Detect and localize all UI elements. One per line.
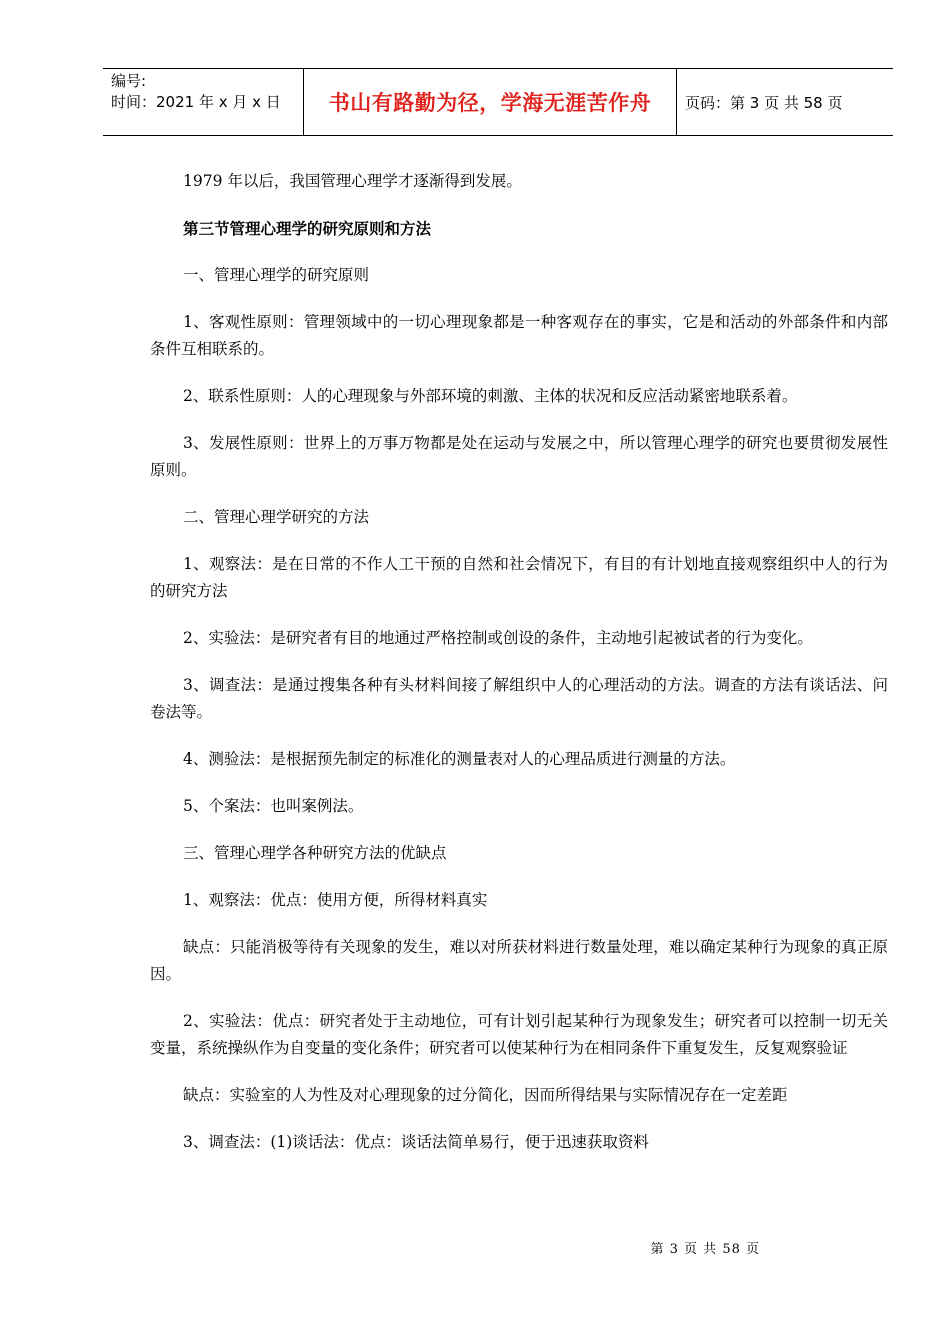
- body-paragraph: 3、调查法：(1)谈话法：优点：谈话法简单易行，便于迅速获取资料: [183, 1133, 649, 1151]
- section-heading: 第三节管理心理学的研究原则和方法: [183, 219, 432, 238]
- serial-number-label: 编号:: [111, 72, 147, 90]
- date-label: 时间：2021 年 x 月 x 日: [111, 93, 281, 111]
- body-paragraph: 1、客观性原则：管理领域中的一切心理现象都是一种客观存在的事实，它是和活动的外部条件和内部条件互相联系的。: [150, 313, 888, 358]
- body-paragraph: 3、发展性原则：世界上的万事万物都是处在运动与发展之中，所以管理心理学的研究也要贯彻发展性原则。: [150, 434, 888, 479]
- body-paragraph: 2、实验法：是研究者有目的地通过严格控制或创设的条件，主动地引起被试者的行为变化。: [183, 629, 813, 647]
- body-paragraph: 1、观察法：是在日常的不作人工干预的自然和社会情况下，有目的有计划地直接观察组织中人的行为的研究方法: [150, 555, 888, 600]
- header-motto: 书山有路勤为径，学海无涯苦作舟: [304, 69, 677, 135]
- subsection-heading: 一、管理心理学的研究原则: [183, 266, 370, 284]
- page-footer: 第 3 页 共 58 页: [650, 1242, 760, 1257]
- body-paragraph: 1979 年以后，我国管理心理学才逐渐得到发展。: [183, 172, 522, 190]
- document-header: [103, 68, 893, 136]
- subsection-heading: 二、管理心理学研究的方法: [183, 508, 370, 526]
- header-page-number: 页码：第 3 页 共 58 页: [685, 93, 843, 112]
- body-paragraph: 3、调查法：是通过搜集各种有头材料间接了解组织中人的心理活动的方法。调查的方法有谈话法、问卷法等。: [150, 676, 888, 721]
- header-meta-cell: [103, 69, 304, 135]
- body-paragraph: 缺点：只能消极等待有关现象的发生，难以对所获材料进行数量处理，难以确定某种行为现象的真正原因。: [150, 938, 888, 983]
- subsection-heading: 三、管理心理学各种研究方法的优缺点: [183, 844, 447, 862]
- body-paragraph: 5、个案法：也叫案例法。: [183, 797, 364, 815]
- document-body: [150, 168, 888, 1176]
- body-paragraph: 缺点：实验室的人为性及对心理现象的过分简化，因而所得结果与实际情况存在一定差距: [183, 1086, 788, 1104]
- body-paragraph: 4、测验法：是根据预先制定的标准化的测量表对人的心理品质进行测量的方法。: [183, 750, 736, 768]
- body-paragraph: 2、实验法：优点：研究者处于主动地位，可有计划引起某种行为现象发生；研究者可以控制一切无关变量，系统操纵作为自变量的变化条件；研究者可以使某种行为在相同条件下重复发生，反复观察验证: [150, 1012, 888, 1057]
- body-paragraph: 1、观察法：优点：使用方便，所得材料真实: [183, 891, 488, 909]
- body-paragraph: 2、联系性原则：人的心理现象与外部环境的刺激、主体的状况和反应活动紧密地联系着。: [183, 387, 798, 405]
